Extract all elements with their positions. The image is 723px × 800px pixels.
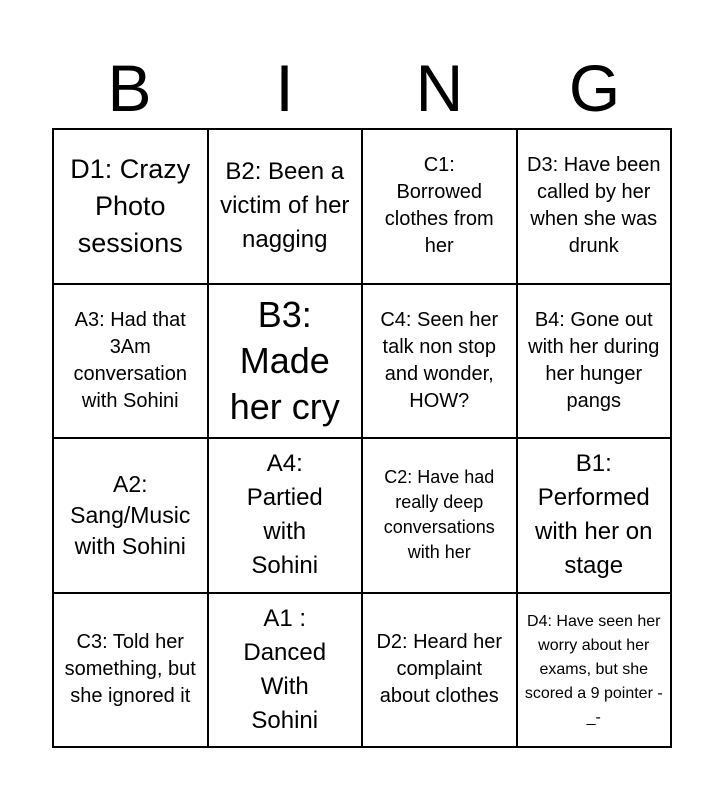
bingo-cell-text: C4: Seen her talk non stop and wonder, HOW? [380, 308, 499, 412]
bingo-cell-text: B2: Been a victim of her nagging [220, 158, 350, 254]
bingo-cell[interactable] [363, 594, 518, 749]
bingo-cell-text: B1: Performed with her on stage [535, 450, 653, 580]
bingo-cell[interactable] [209, 285, 364, 440]
bingo-cell[interactable] [518, 130, 673, 285]
bingo-cell-text: A1 : Danced With Sohini [243, 604, 327, 734]
bingo-cell-text: D1: Crazy Photo sessions [70, 153, 191, 258]
bingo-header [52, 48, 672, 128]
bingo-cell-text: B3: Made her cry [229, 293, 340, 427]
bingo-cell-text: A4: Partied with Sohini [246, 450, 323, 580]
bingo-cell-text: C3: Told her something, but she ignored it [64, 631, 196, 708]
bingo-card-grid [52, 128, 672, 748]
bingo-cell-text: C1: Borrowed clothes from her [384, 154, 494, 258]
bingo-cell-text: B4: Gone out with her during her hunger pangs [528, 308, 660, 412]
bingo-cell[interactable] [209, 130, 364, 285]
header-letter-i: I [275, 51, 294, 125]
bingo-cell[interactable] [54, 285, 209, 440]
bingo-cell[interactable] [209, 439, 364, 594]
bingo-cell[interactable] [54, 130, 209, 285]
bingo-cell[interactable] [363, 285, 518, 440]
bingo-cell-text: D2: Heard her complaint about clothes [376, 631, 503, 708]
header-letter-n: N [415, 51, 464, 125]
bingo-cell-text: D4: Have seen her worry about her exams, but she scored a 9 pointer -_- [524, 612, 663, 726]
bingo-cell[interactable] [363, 439, 518, 594]
bingo-cell[interactable] [518, 285, 673, 440]
bingo-cell[interactable] [363, 130, 518, 285]
header-letter-g: G [568, 51, 621, 125]
bingo-cell[interactable] [209, 594, 364, 749]
bingo-cell[interactable] [518, 594, 673, 749]
bingo-cell-text: C2: Have had really deep conversations with her [383, 467, 495, 563]
header-letter-b: B [107, 51, 152, 125]
bingo-cell-text: A3: Had that 3Am conversation with Sohini [73, 308, 187, 412]
bingo-cell-text: D3: Have been called by her when she was drunk [527, 154, 661, 258]
bingo-cell[interactable] [518, 439, 673, 594]
bingo-cell[interactable] [54, 439, 209, 594]
bingo-cell[interactable] [54, 594, 209, 749]
bingo-cell-text: A2: Sang/Music with Sohini [70, 470, 191, 559]
